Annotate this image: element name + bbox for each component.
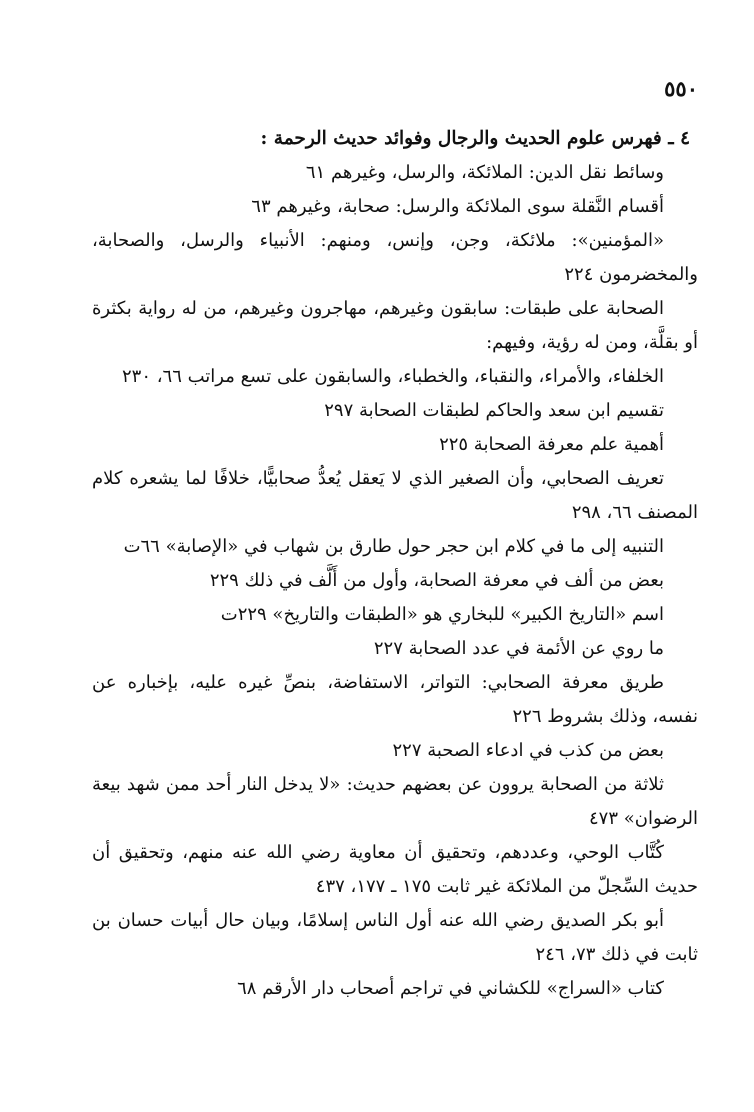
index-entry: كُتَّاب الوحي، وعددهم، وتحقيق أن معاوية رضي الله عنه منهم، وتحقيق أن حديث السِّجلّ من الملائكة غير ثابت ١٧٥ ـ ١٧٧، ٤٣٧ [92,842,698,897]
index-entry: أهمية علم معرفة الصحابة ٢٢٥ [439,434,664,455]
page-number: ٥٥٠ [664,76,698,101]
index-entry: طريق معرفة الصحابي: التواتر، الاستفاضة، بنصِّ غيره عليه، بإخباره عن نفسه، وذلك بشروط ٢٢٦ [92,672,698,727]
index-entry: الصحابة على طبقات: سابقون وغيرهم، مهاجرون وغيرهم، من له رواية بكثرة أو بقلَّة، ومن له رؤية، وفيهم: [92,298,698,353]
section-heading: ٤ ـ فهرس علوم الحديث والرجال وفوائد حديث الرحمة : [260,128,690,149]
index-entry: وسائط نقل الدين: الملائكة، والرسل، وغيرهم ٦١ [305,162,664,183]
index-entry: كتاب «السراج» للكشاني في تراجم أصحاب دار الأرقم ٦٨ [237,978,664,999]
index-entry: بعض من ألف في معرفة الصحابة، وأول من أَلَّف في ذلك ٢٢٩ [209,570,664,591]
index-entry: التنبيه إلى ما في كلام ابن حجر حول طارق بن شهاب في «الإصابة» ٦٦ت [123,536,664,557]
index-entry: بعض من كذب في ادعاء الصحبة ٢٢٧ [392,740,664,761]
index-section [92,122,698,1006]
index-entry: تقسيم ابن سعد والحاكم لطبقات الصحابة ٢٩٧ [324,400,664,421]
index-entry: تعريف الصحابي، وأن الصغير الذي لا يَعقل يُعدُّ صحابيًّا، خلافًا لما يشعره كلام المصنف ٦٦، ٢٩٨ [92,468,698,523]
index-entry: ما روي عن الأئمة في عدد الصحابة ٢٢٧ [373,638,664,659]
index-entry: اسم «التاريخ الكبير» للبخاري هو «الطبقات والتاريخ» ٢٢٩ت [220,604,664,625]
index-entry: ثلاثة من الصحابة يروون عن بعضهم حديث: «لا يدخل النار أحد ممن شهد بيعة الرضوان» ٤٧٣ [92,774,698,829]
index-entry: أقسام النَّقلة سوى الملائكة والرسل: صحابة، وغيرهم ٦٣ [251,196,664,217]
index-entry: أبو بكر الصديق رضي الله عنه أول الناس إسلامًا، وبيان حال أبيات حسان بن ثابت في ذلك ٧٣، ٢٤٦ [92,910,698,965]
index-entry: الخلفاء، والأمراء، والنقباء، والخطباء، والسابقون على تسع مراتب ٦٦، ٢٣٠ [121,366,664,387]
document-page [92,0,698,1112]
index-entry: «المؤمنين»: ملائكة، وجن، وإنس، ومنهم: الأنبياء والرسل، والصحابة، والمخضرمون ٢٢٤ [92,230,698,285]
